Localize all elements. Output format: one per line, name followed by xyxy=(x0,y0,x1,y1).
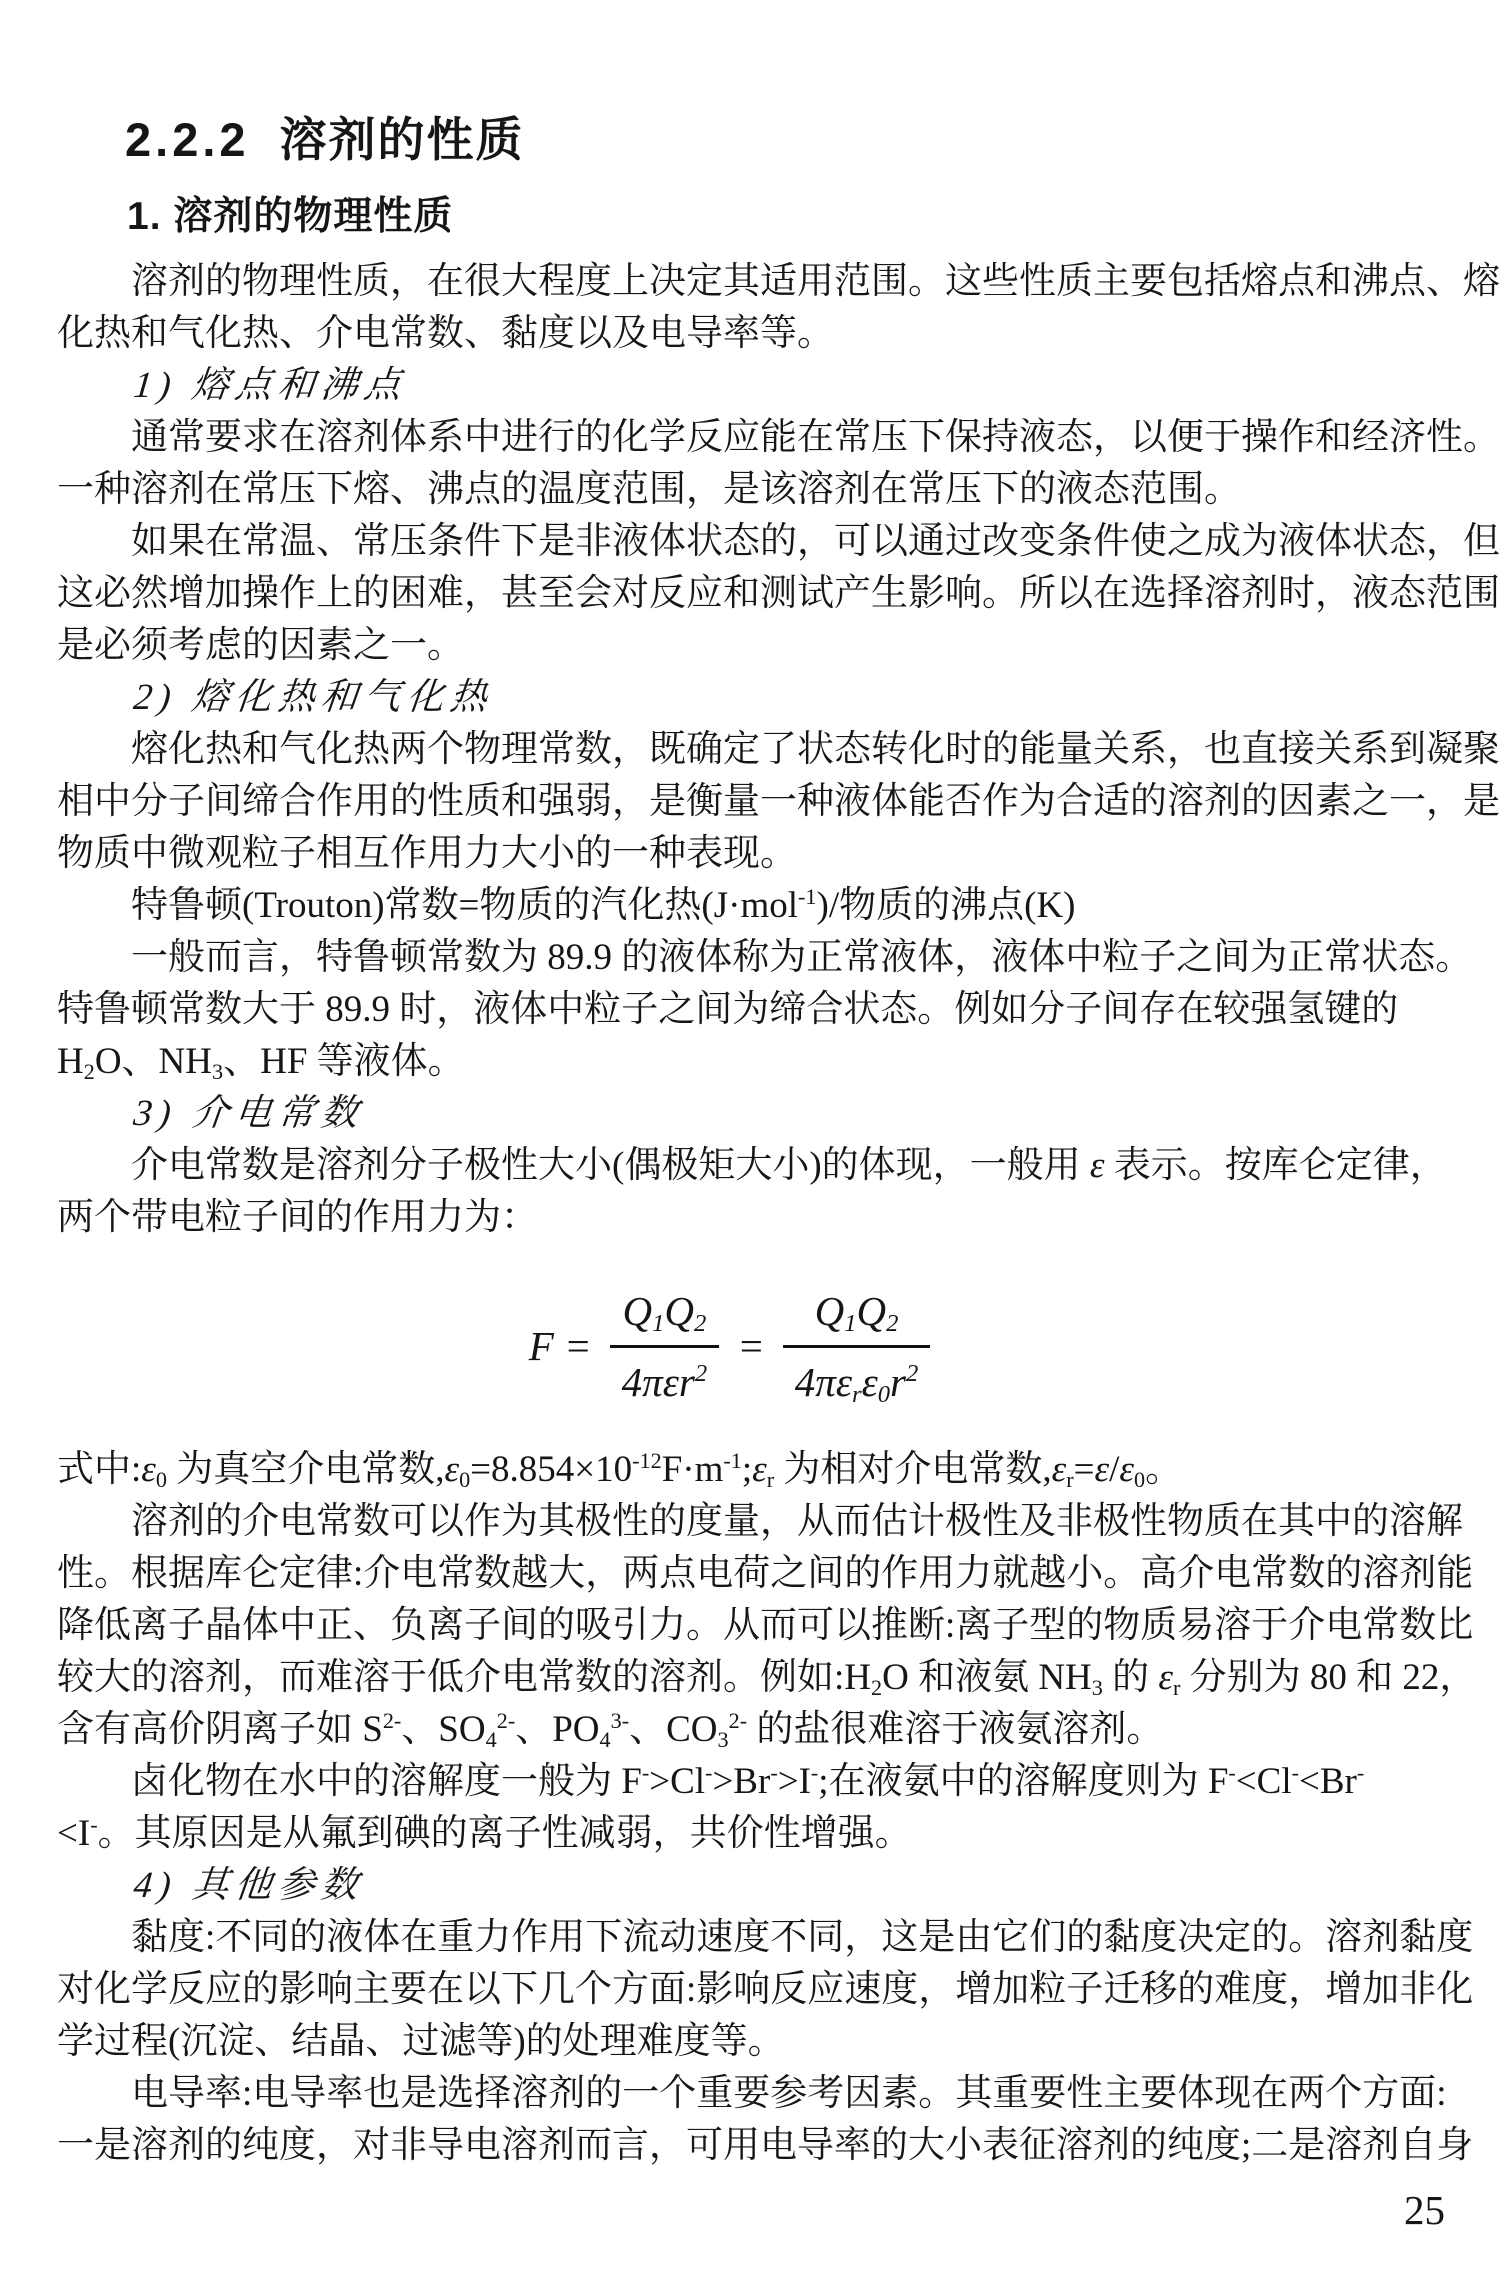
text-line: 介电常数是溶剂分子极性大小(偶极矩大小)的体现，一般用 ε 表示。按库仑定律， xyxy=(131,1145,1447,1186)
text-line: 溶剂的介电常数可以作为其极性的度量，从而估计极性及非极性物质在其中的溶解 xyxy=(131,1501,1463,1542)
text-line: 性。根据库仑定律:介电常数越大，两点电荷之间的作用力就越小。高介电常数的溶剂能 xyxy=(57,1553,1474,1594)
text-line: 对化学反应的影响主要在以下几个方面:影响反应速度，增加粒子迁移的难度，增加非化 xyxy=(57,1969,1474,2010)
fraction xyxy=(610,1285,719,1408)
text-line: 卤化物在水中的溶解度一般为 F->Cl->Br->I-;在液氨中的溶解度则为 F-<Cl-<Br- xyxy=(131,1760,1365,1802)
sub-point-heading: 3) 介电常数 xyxy=(131,1093,367,1134)
text-line: 式中$:\varepsilon_0$ 为真空介电常数$,\varepsilon_0=8.854\times 10^{-12}F\cdot m^{-1};\varepsilon_r$ 为相对介电常数$,\varepsilon_r=\varepsilon/\varepsilon_0$。 xyxy=(57,1448,1183,1492)
text-line: 较大的溶剂，而难溶于低介电常数的溶剂。例如$:H_2O$ 和液氨 $NH_3$ 的 $\varepsilon_r$ 分别为 80 和 22， xyxy=(57,1657,1477,1700)
text-line: 这必然增加操作上的困难，甚至会对反应和测试产生影响。所以在选择溶剂时，液态范围 xyxy=(57,573,1500,614)
formula-lhs: F = xyxy=(528,1323,592,1369)
text-line: 是必须考虑的因素之一。 xyxy=(57,625,464,666)
text-line: 黏度:不同的液体在重力作用下流动速度不同，这是由它们的黏度决定的。溶剂黏度 xyxy=(131,1917,1474,1958)
text-line: 学过程(沉淀、结晶、过滤等)的处理难度等。 xyxy=(57,2021,785,2062)
text-line: 熔化热和气化热两个物理常数，既确定了状态转化时的能量关系，也直接关系到凝聚 xyxy=(131,729,1500,770)
section-number: 2.2.2 xyxy=(125,113,250,166)
section-heading xyxy=(57,112,1460,168)
text-line: 通常要求在溶剂体系中进行的化学反应能在常压下保持液态，以便于操作和经济性。 xyxy=(131,417,1500,458)
text-line: $H_2O$、$NH_3$、HF 等液体。 xyxy=(57,1041,465,1084)
section-title: 溶剂的性质 xyxy=(279,113,525,166)
denominator: $4\pi\varepsilon_r\varepsilon_0r^2$ xyxy=(783,1345,931,1408)
page-body xyxy=(57,256,1500,2172)
sub-point-heading: 2) 熔化热和气化热 xyxy=(131,677,496,718)
subsection-heading: 1. 溶剂的物理性质 xyxy=(127,195,454,238)
text-line: 特鲁顿常数大于 89.9 时，液体中粒子之间为缔合状态。例如分子间存在较强氢键的 xyxy=(57,989,1399,1030)
sub-point-heading: 4) 其他参数 xyxy=(131,1865,367,1906)
coulomb-force-formula xyxy=(57,1260,1400,1432)
text-line: 相中分子间缔合作用的性质和强弱，是衡量一种液体能否作为合适的溶剂的因素之一，是 xyxy=(57,781,1500,822)
denominator: 4πεr$^2$ xyxy=(610,1345,719,1408)
text-line: 一是溶剂的纯度，对非导电溶剂而言，可用电导率的大小表征溶剂的纯度;二是溶剂自身 xyxy=(57,2125,1474,2166)
numerator: $Q_1Q_2$ xyxy=(814,1287,899,1337)
text-line: 化热和气化热、介电常数、黏度以及电导率等。 xyxy=(57,313,834,354)
text-line: 两个带电粒子间的作用力为： xyxy=(57,1197,538,1238)
equals-sign: = xyxy=(737,1323,765,1369)
sub-point-heading: 1) 熔点和沸点 xyxy=(131,365,410,406)
text-line: 特鲁顿(Trouton)常数=物质的汽化热(J·mol$^{-1}$)/物质的沸点(K) xyxy=(131,884,1076,926)
text-line: <I-。其原因是从氟到碘的离子性减弱，共价性增强。 xyxy=(57,1812,912,1854)
text-line: 一种溶剂在常压下熔、沸点的温度范围，是该溶剂在常压下的液态范围。 xyxy=(57,469,1241,510)
text-line: 降低离子晶体中正、负离子间的吸引力。从而可以推断:离子型的物质易溶于介电常数比 xyxy=(57,1605,1474,1646)
text-line: 溶剂的物理性质，在很大程度上决定其适用范围。这些性质主要包括熔点和沸点、熔 xyxy=(131,261,1500,302)
text-line: 电导率:电导率也是选择溶剂的一个重要参考因素。其重要性主要体现在两个方面: xyxy=(131,2073,1447,2114)
text-line: 如果在常温、常压条件下是非液体状态的，可以通过改变条件使之成为液体状态，但 xyxy=(131,521,1500,562)
fraction xyxy=(783,1285,931,1408)
page-number: 25 xyxy=(1404,2187,1445,2233)
numerator: $Q_1Q_2$ xyxy=(622,1287,707,1337)
text-line: 含有高价阴离子如 $S^{2-}$、$SO_4^{2-}$、$PO_4^{3-}$、$CO_3^{2-}$ 的盐很难溶于液氨溶剂。 xyxy=(57,1708,1164,1752)
text-line: 一般而言，特鲁顿常数为 89.9 的液体称为正常液体，液体中粒子之间为正常状态。 xyxy=(131,937,1473,978)
text-line: 物质中微观粒子相互作用力大小的一种表现。 xyxy=(57,833,797,874)
